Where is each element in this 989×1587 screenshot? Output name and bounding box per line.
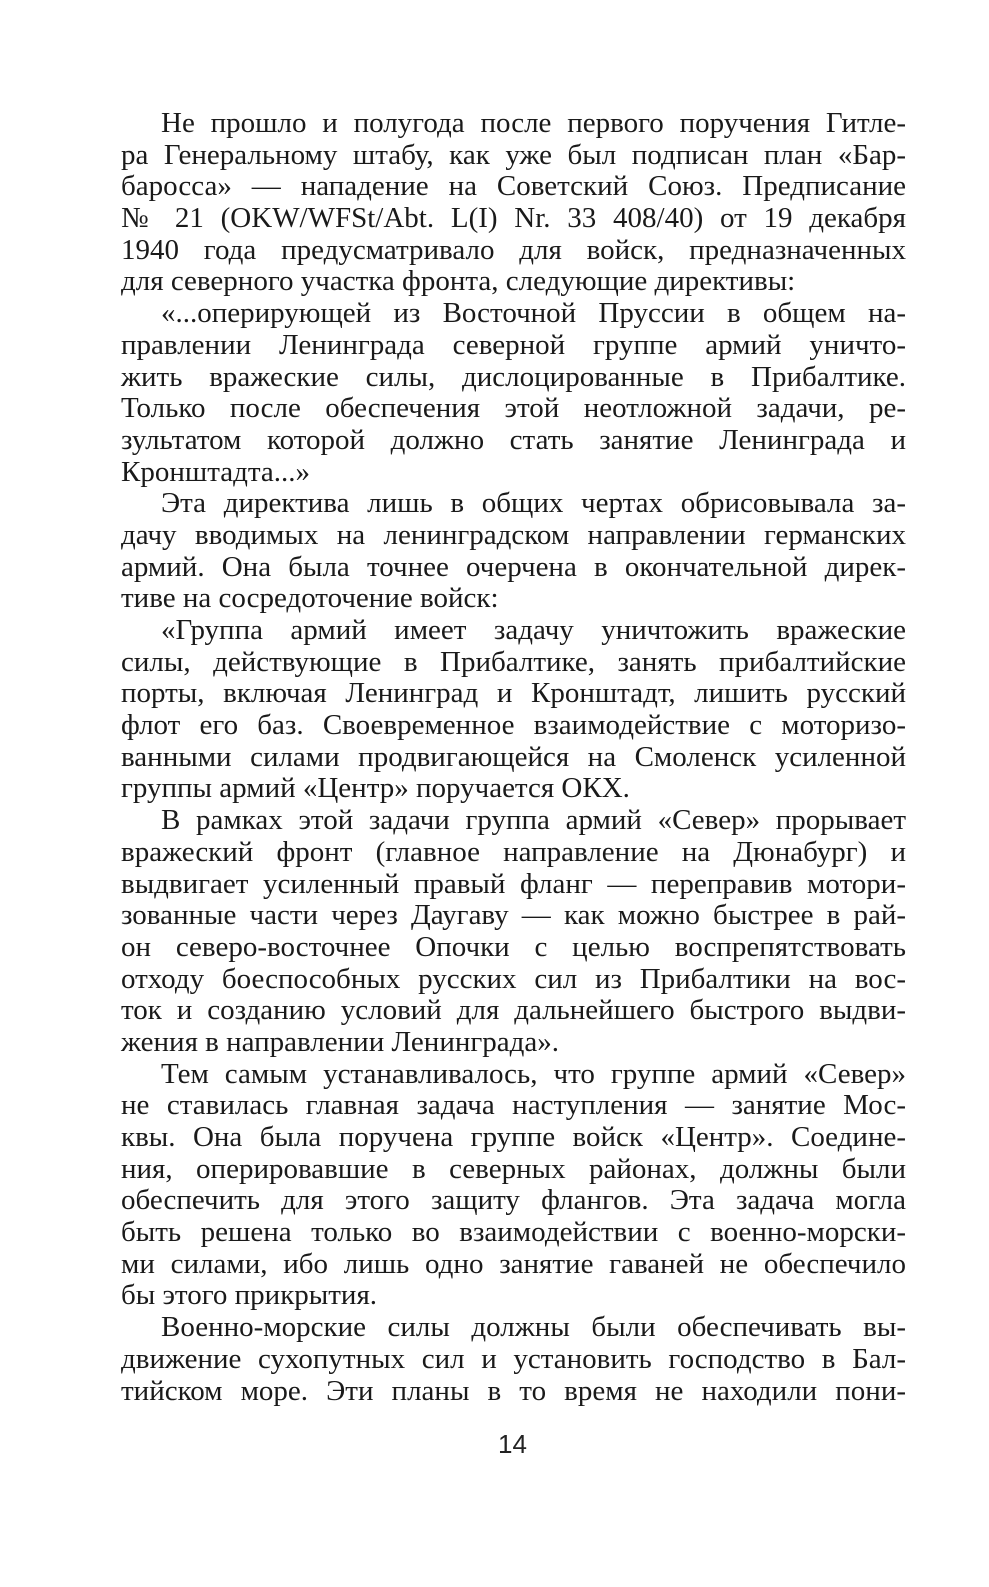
text-line: Тем самым устанавливалось, что группе армий «Север»	[161, 1057, 906, 1090]
text-line: жения в направлении Ленинграда».	[121, 1025, 560, 1058]
text-line: движение сухопутных сил и установить господство в Бал-	[121, 1342, 906, 1375]
text-line: зованные части через Даугаву — как можно быстрее в рай-	[121, 899, 906, 932]
text-line: ванными силами продвигающейся на Смоленск усиленной	[121, 740, 906, 773]
paragraph	[121, 488, 906, 615]
text-line: жить вражеские силы, дислоцированные в Прибалтике.	[121, 360, 906, 393]
text-line: ния, оперировавшие в северных районах, должны были	[121, 1152, 906, 1185]
text-line: вражеский фронт (главное направление на Дюнабург) и	[121, 835, 906, 868]
text-line: выдвигает усиленный правый фланг — переправив мотори-	[121, 867, 906, 900]
text-line: армий. Она была точнее очерчена в окончательной дирек-	[121, 550, 906, 583]
text-line: правлении Ленинграда северной группе армий уничто-	[121, 328, 906, 361]
text-line: Эта директива лишь в общих чертах обрисовывала за-	[161, 487, 906, 520]
paragraph	[121, 805, 906, 1059]
paragraph	[121, 1312, 906, 1407]
page-number: 14	[498, 1429, 527, 1459]
text-line: квы. Она была поручена группе войск «Центр». Соедине-	[121, 1121, 906, 1153]
text-line: Только после обеспечения этой неотложной задачи, ре-	[121, 392, 906, 425]
paragraph	[121, 1059, 906, 1313]
text-line: ра Генеральному штабу, как уже был подписан план «Бар-	[121, 138, 906, 171]
text-line: не ставилась главная задача наступления — занятие Мос-	[121, 1089, 906, 1122]
paragraph	[121, 108, 906, 298]
text-line: ток и созданию условий для дальнейшего быстрого выдви-	[121, 994, 906, 1027]
text-line: зультатом которой должно стать занятие Ленинграда и	[121, 423, 906, 456]
text-line: 1940 года предусматривало для войск, предназначенных	[121, 233, 906, 266]
text-line: бы этого прикрытия.	[121, 1279, 378, 1312]
book-page-body	[121, 108, 906, 1407]
paragraph	[121, 615, 906, 805]
text-line: дачу вводимых на ленинградском направлении германских	[121, 518, 906, 551]
text-line: флот его баз. Своевременное взаимодействие с моторизо-	[121, 709, 906, 742]
text-line: тиве на сосредоточение войск:	[121, 582, 499, 615]
text-line: силы, действующие в Прибалтике, занять прибалтийские	[121, 645, 906, 678]
text-line: группы армий «Центр» поручается ОКХ.	[121, 772, 630, 805]
text-line: Кронштадта...»	[121, 455, 310, 488]
text-line: «Группа армий имеет задачу уничтожить вражеские	[161, 614, 906, 646]
text-line: «...оперирующей из Восточной Пруссии в общем на-	[161, 297, 906, 330]
text-line: № 21 (OKW/WFSt/Abt. L(I) Nr. 33 408/40) от 19 декабря	[121, 202, 906, 235]
text-line: порты, включая Ленинград и Кронштадт, лишить русский	[121, 677, 906, 710]
paragraph	[121, 298, 906, 488]
text-line: Военно-морские силы должны были обеспечивать вы-	[161, 1311, 906, 1344]
text-line: для северного участка фронта, следующие директивы:	[121, 265, 796, 298]
text-line: В рамках этой задачи группа армий «Север» прорывает	[161, 804, 906, 837]
text-line: отходу боеспособных русских сил из Прибалтики на вос-	[121, 962, 906, 995]
text-line: быть решена только во взаимодействии с военно-морски-	[121, 1216, 906, 1249]
text-line: тийском море. Эти планы в то время не находили пони-	[121, 1374, 906, 1407]
text-line: баросса» — нападение на Советский Союз. Предписание	[121, 170, 906, 203]
text-line: он северо-восточнее Опочки с целью воспрепятствовать	[121, 930, 906, 963]
text-line: обеспечить для этого защиту флангов. Эта задача могла	[121, 1184, 906, 1217]
text-line: ми силами, ибо лишь одно занятие гаваней не обеспечило	[121, 1247, 906, 1280]
text-line: Не прошло и полугода после первого поручения Гитле-	[161, 107, 906, 139]
